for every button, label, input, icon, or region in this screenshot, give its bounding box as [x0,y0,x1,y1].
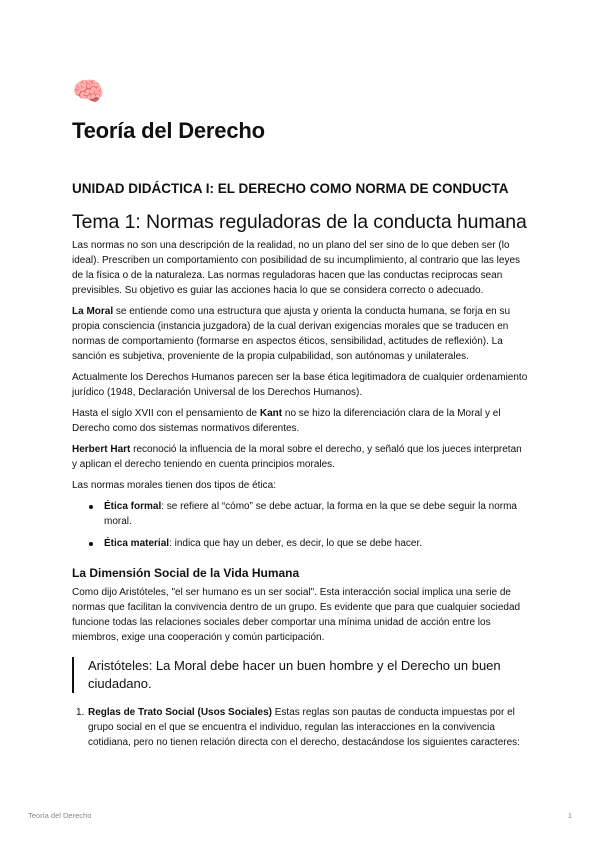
unit-heading: UNIDAD DIDÁCTICA I: EL DERECHO COMO NORMA DE CONDUCTA [72,181,509,196]
page-number: 1 [567,811,572,820]
list-item-text: : indica que hay un deber, es decir, lo que se debe hacer. [169,538,423,549]
paragraph-moral-text: se entiende como una estructura que ajusta y orienta la conducta humana, se forja en su propia consciencia (instancia juzgadora) de la cual derivan exigencias morales que se traducen en normas de comportamiento (formarse en aspectos éticos, sensibilidad, actitudes de reflexión). La sanción es subjetiva, proveniente de la propia culpabilidad, son autónomas y unilaterales. [72,306,511,362]
paragraph-kant [72,406,528,436]
paragraph-kant-text-a: Hasta el siglo XVII con el pensamiento de [72,408,260,419]
document-page [72,76,528,750]
list-item-term: Ética formal [104,501,162,512]
list-item-text: Estas reglas son pautas de conducta impuestas por el grupo social en el que se encuentra el individuo, regulan las interacciones en la convivencia cotidiana, pero no tienen relación directa con el derecho, destacándose los siguientes caracteres: [88,707,520,748]
quote-block: Aristóteles: La Moral debe hacer un buen hombre y el Derecho un buen ciudadano. [72,657,528,693]
list-item [72,536,528,551]
section-heading: La Dimensión Social de la Vida Humana [72,566,300,580]
paragraph-norms-intro: Las normas no son una descripción de la realidad, no un plano del ser sino de lo que deben ser (lo ideal). Prescriben un comportamiento con posibilidad de su incumplimiento, al contrario que las leyes de la física o de la naturaleza. Las normas reguladoras hacen que las conductas reciprocas sean previsibles. Su objetivo es guiar las acciones hacia lo que se considera correcto o adecuado. [72,240,521,296]
list-item [72,499,528,529]
list-item-term: Ética material [104,538,170,549]
page-title: Teoría del Derecho [72,118,265,143]
paragraph-ethics-intro: Las normas morales tienen dos tipos de ética: [72,480,276,491]
ethics-list [72,499,528,551]
list-item-term: Reglas de Trato Social (Usos Sociales) [88,707,272,718]
term-moral: La Moral [72,306,114,317]
bullet-icon [89,542,93,546]
brain-icon: 🧠 [72,76,105,106]
paragraph-hart [72,442,528,472]
topic-heading: Tema 1: Normas reguladoras de la conducta humana [72,211,527,233]
term-kant: Kant [259,408,283,419]
paragraph-human-rights: Actualmente los Derechos Humanos parecen ser la base ética legitimadora de cualquier ordenamiento jurídico (1948, Declaración Universal de los Derechos Humanos). [72,372,528,398]
bullet-icon [89,505,93,509]
list-item [72,705,528,750]
paragraph-kant-text-b: no se hizo la diferenciación clara de la Moral y el Derecho como dos sistemas normativos diferentes. [72,408,501,434]
list-item-number: 1. [76,707,85,718]
term-herbert-hart: Herbert Hart [72,444,131,455]
paragraph-hart-text: reconoció la influencia de la moral sobre el derecho, y señaló que los jueces interpretan y aplican el derecho teniendo en cuenta principios morales. [72,444,522,470]
list-item-text: : se refiere al “cómo” se debe actuar, la forma en la que se debe seguir la norma moral. [104,501,517,527]
paragraph-social-dimension: Como dijo Aristóteles, "el ser humano es un ser social". Esta interacción social implica una serie de normas que facilitan la convivencia dentro de un grupo. Es evidente que para que cualquier sociedad funcione todas las relaciones sociales deber comportar una mínima unidad de acción entre los miembros, exige una cooperación y común participación. [72,587,521,643]
paragraph-moral [72,304,528,364]
footer-title: Teoría del Derecho [28,811,92,820]
rules-list [72,705,528,750]
